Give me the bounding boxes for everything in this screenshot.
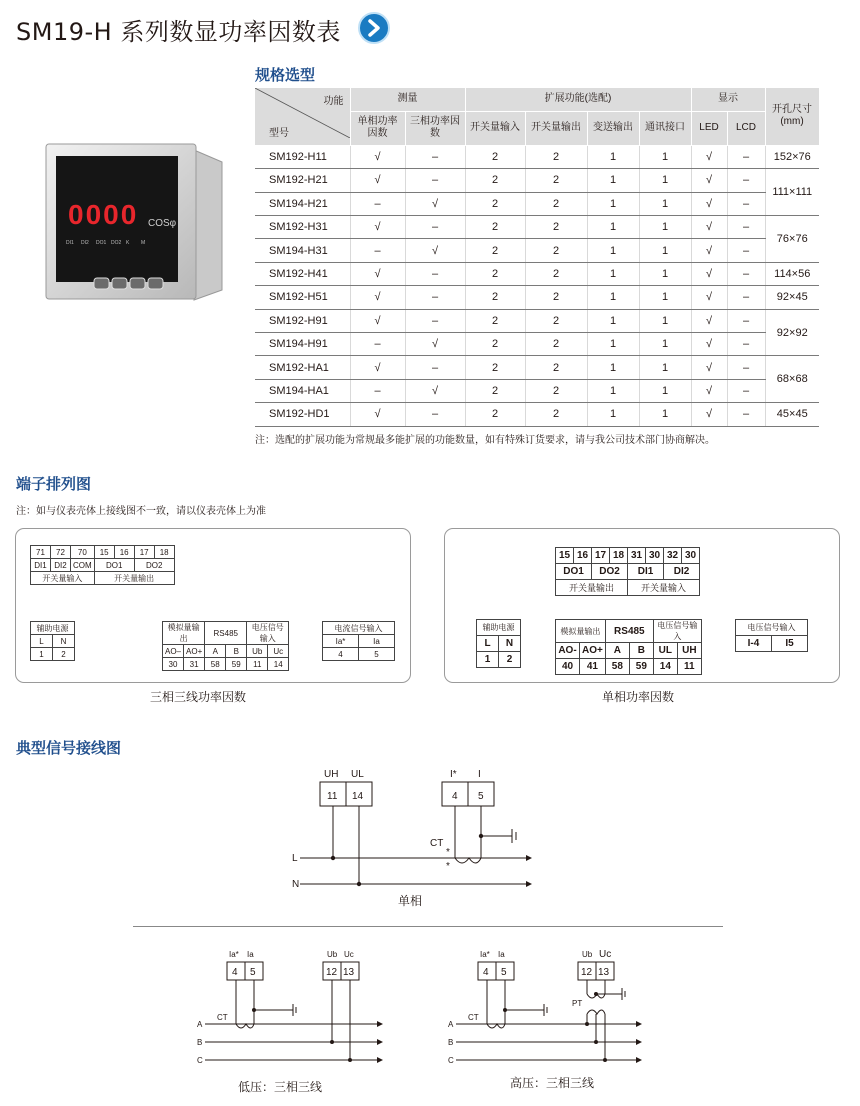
terminal-cell: 72 [51,546,71,559]
spec-cell-comm: 1 [639,379,691,402]
spec-cell-lcd: – [727,403,765,426]
wiring-section-title: 典型信号接线图 [16,739,122,757]
spec-cell-hole: 45×45 [765,403,819,426]
spec-cell-hole: 111×111 [765,169,819,216]
term-4: 4 [232,967,238,978]
spec-cell-di: 2 [465,145,525,168]
spec-cell-led: √ [691,169,727,192]
terminal-cell: 59 [629,659,653,675]
ia-label: Ia [247,950,254,959]
sp-io-name: DI2 [664,564,700,580]
sub-header-cell: 三相功率因数 [405,111,465,145]
spec-cell-model: SM192-H11 [255,145,350,168]
terminal-cell: 14 [653,659,677,675]
terminal-cell: 58 [605,659,629,675]
spec-cell-lcd: – [727,262,765,285]
spec-cell-single: √ [350,216,405,239]
tp-io-name: DI1 [31,559,51,572]
sp-cur-name: I-4 [736,636,772,652]
spec-cell-single: √ [350,169,405,192]
spec-cell-three: – [405,145,465,168]
ia-star-label: Ia* [229,950,239,959]
ul-label: UL [351,769,364,780]
pt-label: PT [572,999,583,1008]
spec-cell-three: – [405,262,465,285]
sp-io-group: 开关量输入 [628,580,700,596]
spec-cell-do: 2 [525,239,587,262]
terminal-cell: 18 [154,546,174,559]
spec-table [255,88,820,427]
term-13: 13 [598,967,610,978]
spec-cell-comm: 1 [639,286,691,309]
sub-header-cell: 变送输出 [587,111,639,145]
tp-cur-title: 电流信号输入 [323,622,395,635]
spec-cell-model: SM192-HA1 [255,356,350,379]
tp-rs485-title: RS485 [205,622,247,645]
line-n: N [292,879,300,890]
spec-cell-do: 2 [525,379,587,402]
terminal-cell: A [605,643,629,659]
spec-cell-three: – [405,356,465,379]
terminal-cell: B [629,643,653,659]
terminal-cell: 16 [114,546,134,559]
hole-header: 开孔尺寸 (mm) [765,88,819,145]
spec-cell-lcd: – [727,286,765,309]
spec-cell-model: SM192-H51 [255,286,350,309]
terminal-cell: AO+ [184,645,205,658]
terminal-cell: Ub [247,645,268,658]
line-l: L [292,853,298,864]
spec-cell-di: 2 [465,192,525,215]
spec-cell-three: √ [405,192,465,215]
spec-cell-do: 2 [525,262,587,285]
spec-cell-model: SM192-H31 [255,216,350,239]
spec-cell-ao: 1 [587,333,639,356]
spec-cell-hole: 92×45 [765,286,819,309]
spec-cell-hole: 92×92 [765,309,819,356]
spec-cell-model: SM192-H91 [255,309,350,332]
tp-io-group: 开关量输出 [94,572,174,585]
tp-aux-title: 辅助电源 [31,622,75,635]
meter-indicator-label: DO1 [96,240,107,246]
tp-cur-name: Ia [359,635,395,648]
meter-image [44,140,224,305]
spec-cell-comm: 1 [639,403,691,426]
spec-cell-three: – [405,169,465,192]
diag-header-cell [255,88,350,145]
spec-cell-comm: 1 [639,145,691,168]
terminal-cell: 30 [163,658,184,671]
terminal-cell: 40 [556,659,580,675]
spec-cell-comm: 1 [639,333,691,356]
tp-io-name: DO1 [94,559,134,572]
spec-cell-led: √ [691,239,727,262]
term-5: 5 [501,967,507,978]
sp-cur-name: I5 [772,636,808,652]
terminal-cell: 41 [580,659,606,675]
terminal-cell: 15 [556,548,574,564]
terminal-cell: 15 [94,546,114,559]
spec-row [255,309,819,332]
spec-cell-ao: 1 [587,239,639,262]
spec-cell-single: – [350,333,405,356]
spec-row [255,216,819,239]
sp-aux-name: N [499,636,521,652]
uh-label: UH [324,769,339,780]
tp-mid-table [162,621,289,671]
sub-header-cell: LCD [727,111,765,145]
spec-cell-led: √ [691,286,727,309]
spec-cell-led: √ [691,145,727,168]
terminal-cell: 59 [226,658,247,671]
spec-row [255,169,819,192]
sp-cur-table [735,619,808,652]
spec-cell-di: 2 [465,286,525,309]
sub-header-cell: 单相功率因数 [350,111,405,145]
spec-cell-comm: 1 [639,192,691,215]
tp-volt-title: 电压信号输入 [247,622,289,645]
single-wiring-caption: 单相 [398,894,423,908]
low-voltage-wiring-diagram [195,942,395,1072]
spec-cell-lcd: – [727,216,765,239]
meter-indicator-label: DO2 [111,240,122,246]
spec-cell-ao: 1 [587,169,639,192]
spec-cell-ao: 1 [587,379,639,402]
terminal-cell: UH [677,643,701,659]
spec-row [255,403,819,426]
low-voltage-caption: 低压：三相三线 [238,1080,323,1094]
three-phase-caption: 三相三线功率因数 [150,690,247,704]
sp-io-name: DO1 [556,564,592,580]
spec-cell-lcd: – [727,333,765,356]
spec-cell-ao: 1 [587,145,639,168]
sp-aux-name: L [477,636,499,652]
spec-cell-hole: 76×76 [765,216,819,263]
terminal-cell: UL [653,643,677,659]
spec-cell-di: 2 [465,333,525,356]
terminal-cell: 18 [610,548,628,564]
terminal-cell: 14 [268,658,289,671]
spec-cell-hole: 68×68 [765,356,819,403]
ia-star-label: Ia* [480,950,490,959]
meter-unit-label: COSφ [148,218,177,229]
terminal-cell: 17 [592,548,610,564]
uc-label: Uc [599,949,612,960]
spec-cell-model: SM192-H21 [255,169,350,192]
spec-cell-do: 2 [525,403,587,426]
terminal-cell: 17 [134,546,154,559]
spec-cell-do: 2 [525,333,587,356]
spec-cell-do: 2 [525,309,587,332]
sub-header-cell: LED [691,111,727,145]
terminal-cell: 30 [646,548,664,564]
spec-cell-three: √ [405,239,465,262]
line-c: C [197,1056,203,1065]
line-b: B [448,1038,454,1047]
term-14: 14 [352,791,364,802]
meter-indicator-label: DI1 [66,240,74,246]
term-12: 12 [581,967,593,978]
term-13: 13 [343,967,355,978]
terminal-cell: 58 [205,658,226,671]
term-4: 4 [483,967,489,978]
spec-cell-ao: 1 [587,262,639,285]
star-mark: * [446,847,450,858]
sp-io-group: 开关量输出 [556,580,628,596]
ct-label: CT [468,1013,479,1022]
terminal-cell: Uc [268,645,289,658]
spec-row [255,286,819,309]
sp-io-table [555,547,700,596]
spec-cell-lcd: – [727,309,765,332]
spec-cell-led: √ [691,333,727,356]
spec-cell-single: – [350,239,405,262]
spec-cell-do: 2 [525,169,587,192]
line-a: A [197,1020,203,1029]
tp-cur-table [322,621,395,661]
led-display-value: 0000 [68,199,139,230]
meter-indicator-label: DI2 [81,240,89,246]
spec-cell-three: – [405,309,465,332]
spec-cell-three: √ [405,333,465,356]
terminal-cell: AO+ [580,643,606,659]
terminal-cell: 31 [184,658,205,671]
spec-row [255,145,819,168]
spec-cell-single: √ [350,262,405,285]
spec-cell-model: SM194-H21 [255,192,350,215]
spec-row [255,356,819,379]
spec-cell-comm: 1 [639,169,691,192]
spec-cell-lcd: – [727,145,765,168]
spec-cell-di: 2 [465,262,525,285]
spec-cell-three: – [405,286,465,309]
diag-bottom-label: 型号 [269,127,289,139]
terminal-cell: AO- [556,643,580,659]
term-4: 4 [452,791,458,802]
spec-cell-di: 2 [465,379,525,402]
sp-volt-title: 电压信号输入 [653,620,701,643]
spec-cell-di: 2 [465,403,525,426]
sp-aux-num: 1 [477,652,499,668]
tp-io-table [30,545,175,585]
sp-cur-title: 电压信号输入 [736,620,808,636]
spec-cell-single: √ [350,286,405,309]
spec-cell-led: √ [691,216,727,239]
sp-mid-table [555,619,702,675]
spec-cell-ao: 1 [587,309,639,332]
terminal-note: 注：如与仪表壳体上接线图不一致，请以仪表壳体上为准 [16,506,266,517]
line-c: C [448,1056,454,1065]
ub-label: Ub [327,950,338,959]
group-header-display: 显示 [691,88,765,111]
terminal-cell: 11 [677,659,701,675]
spec-cell-single: √ [350,309,405,332]
spec-cell-model: SM192-H41 [255,262,350,285]
terminal-cell: AO– [163,645,184,658]
terminal-cell: 30 [682,548,700,564]
spec-cell-lcd: – [727,356,765,379]
sub-header-cell: 通讯接口 [639,111,691,145]
spec-cell-three: – [405,403,465,426]
spec-cell-hole: 152×76 [765,145,819,168]
spec-cell-comm: 1 [639,309,691,332]
spec-cell-di: 2 [465,356,525,379]
page-title: SM19-H 系列数显功率因数表 [16,18,341,46]
spec-row [255,262,819,285]
spec-cell-led: √ [691,356,727,379]
spec-cell-single: – [350,192,405,215]
terminal-cell: 70 [71,546,95,559]
terminal-cell: 71 [31,546,51,559]
spec-cell-ao: 1 [587,216,639,239]
high-voltage-wiring-diagram [446,942,646,1072]
line-b: B [197,1038,203,1047]
spec-cell-do: 2 [525,356,587,379]
ub-label: Ub [582,950,593,959]
spec-cell-lcd: – [727,192,765,215]
single-phase-wiring-diagram [280,762,540,910]
meter-indicator-label: K [126,240,130,246]
terminal-cell: 32 [664,548,682,564]
meter-indicator-label: M [141,240,146,246]
terminal-cell: B [226,645,247,658]
high-voltage-caption: 高压：三相三线 [510,1076,595,1090]
spec-cell-comm: 1 [639,262,691,285]
tp-aux-table [30,621,75,661]
term-5: 5 [250,967,256,978]
spec-row [255,333,819,356]
spec-cell-led: √ [691,309,727,332]
sp-io-name: DO2 [592,564,628,580]
tp-io-name: COM [71,559,95,572]
terminal-cell: 31 [628,548,646,564]
spec-cell-di: 2 [465,216,525,239]
ia-label: Ia [498,950,505,959]
spec-cell-comm: 1 [639,239,691,262]
spec-cell-single: – [350,379,405,402]
i-label: I [478,769,481,780]
spec-cell-model: SM194-H91 [255,333,350,356]
terminal-section-title: 端子排列图 [16,475,92,493]
group-header-expand: 扩展功能(选配) [465,88,691,111]
spec-cell-model: SM194-H31 [255,239,350,262]
spec-section-title: 规格选型 [255,66,316,84]
single-phase-caption: 单相功率因数 [602,690,675,704]
spec-cell-hole: 114×56 [765,262,819,285]
tp-aux-num: 2 [53,648,75,661]
led-digits [68,199,138,230]
spec-cell-three: √ [405,379,465,402]
group-header-measure: 测量 [350,88,465,111]
sp-analog-title: 模拟量输出 [556,620,606,643]
spec-row [255,239,819,262]
tp-io-group: 开关量输入 [31,572,95,585]
tp-cur-name: Ia* [323,635,359,648]
spec-cell-three: – [405,216,465,239]
spec-cell-di: 2 [465,309,525,332]
sub-header-cell: 开关量输入 [465,111,525,145]
spec-cell-do: 2 [525,286,587,309]
three-phase-terminal-panel [15,528,411,683]
divider [133,926,723,927]
terminal-cell: 16 [574,548,592,564]
spec-cell-led: √ [691,379,727,402]
tp-io-name: DO2 [134,559,174,572]
spec-cell-model: SM192-HD1 [255,403,350,426]
tp-aux-name: L [31,635,53,648]
spec-note: 注：选配的扩展功能为常规最多能扩展的功能数量，如有特殊订货要求，请与我公司技术部门协商解决。 [255,435,715,446]
tp-aux-name: N [53,635,75,648]
term-12: 12 [326,967,338,978]
terminal-cell: 11 [247,658,268,671]
spec-cell-lcd: – [727,239,765,262]
spec-cell-comm: 1 [639,216,691,239]
spec-cell-led: √ [691,192,727,215]
term-5: 5 [478,791,484,802]
tp-aux-num: 1 [31,648,53,661]
spec-cell-lcd: – [727,379,765,402]
spec-row [255,379,819,402]
spec-row [255,192,819,215]
spec-cell-single: √ [350,356,405,379]
sp-rs485-title: RS485 [605,620,653,643]
sub-header-cell: 开关量输出 [525,111,587,145]
sp-aux-title: 辅助电源 [477,620,521,636]
tp-cur-num: 5 [359,648,395,661]
spec-cell-do: 2 [525,145,587,168]
tp-analog-title: 模拟量输出 [163,622,205,645]
single-phase-terminal-panel [444,528,840,683]
terminal-cell: A [205,645,226,658]
spec-cell-ao: 1 [587,192,639,215]
spec-cell-di: 2 [465,239,525,262]
spec-cell-ao: 1 [587,403,639,426]
sp-io-name: DI1 [628,564,664,580]
ct-label: CT [217,1013,228,1022]
next-arrow-icon[interactable] [358,12,390,44]
spec-cell-led: √ [691,262,727,285]
spec-cell-model: SM194-HA1 [255,379,350,402]
spec-cell-comm: 1 [639,356,691,379]
spec-cell-single: √ [350,403,405,426]
spec-cell-ao: 1 [587,286,639,309]
tp-cur-num: 4 [323,648,359,661]
ct-label: CT [430,838,444,849]
sp-aux-table [476,619,521,668]
term-11: 11 [327,791,338,802]
spec-cell-single: √ [350,145,405,168]
tp-io-name: DI2 [51,559,71,572]
star-mark: * [446,861,450,872]
spec-cell-ao: 1 [587,356,639,379]
spec-cell-do: 2 [525,216,587,239]
line-a: A [448,1020,454,1029]
sp-aux-num: 2 [499,652,521,668]
spec-cell-led: √ [691,403,727,426]
spec-cell-do: 2 [525,192,587,215]
uc-label: Uc [344,950,354,959]
i-star-label: I* [450,769,457,780]
spec-cell-di: 2 [465,169,525,192]
spec-cell-lcd: – [727,169,765,192]
diag-top-label: 功能 [323,96,344,107]
